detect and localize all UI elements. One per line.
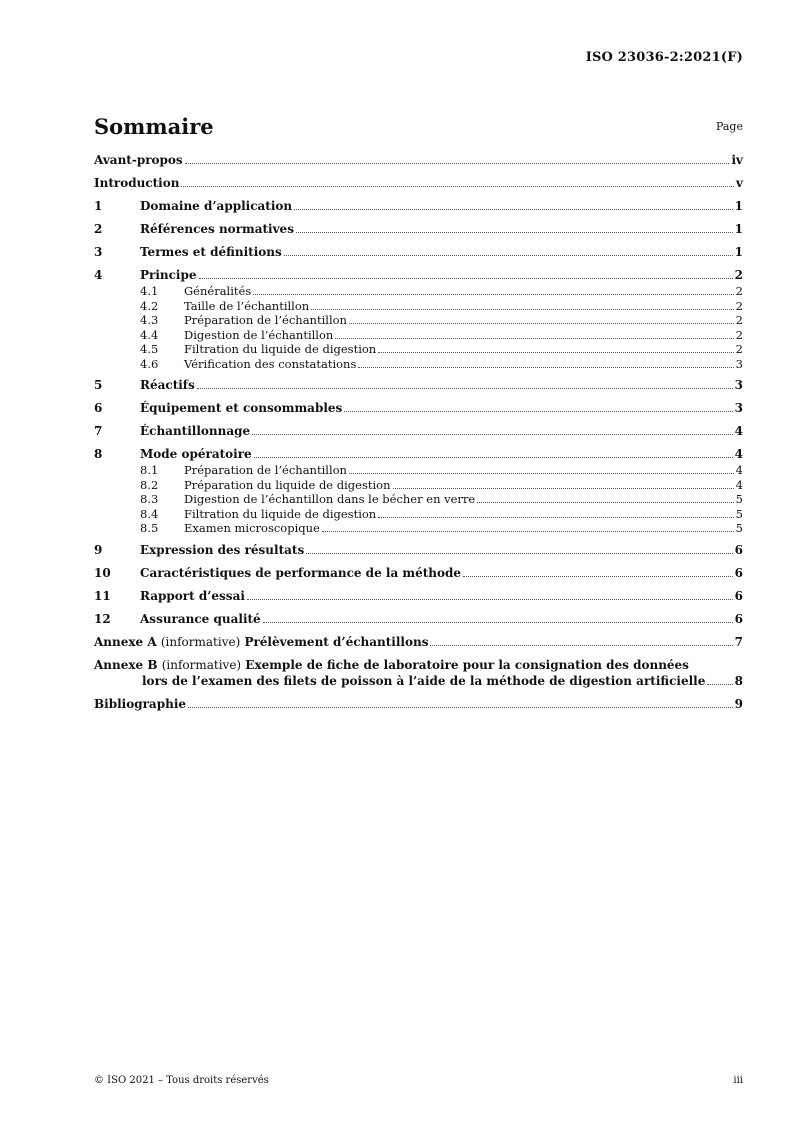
toc-entry-label: Généralités — [184, 284, 252, 298]
toc-entry-annex-b[interactable] — [94, 657, 743, 690]
toc-entry-label: Domaine d’application — [140, 199, 293, 213]
dot-leader — [253, 294, 733, 295]
toc-entry-label: Échantillonnage — [140, 424, 251, 438]
toc-entry-subsection[interactable] — [94, 328, 743, 343]
toc-entry-label: Avant-propos — [94, 153, 183, 167]
dot-leader — [188, 707, 733, 708]
dot-leader — [263, 622, 733, 623]
toc-entry-label: Digestion de l’échantillon dans le bécher en verre — [184, 492, 476, 506]
dot-leader — [311, 309, 733, 310]
toc-entry-subsection[interactable] — [94, 507, 743, 522]
toc-entry-subsection[interactable] — [94, 492, 743, 507]
toc-entry-number: 5 — [94, 378, 103, 392]
toc-entry-section[interactable] — [94, 446, 743, 463]
toc-entry-page: 5 — [735, 506, 743, 521]
toc-entry-page: 5 — [735, 521, 743, 535]
toc-entry-page: 8 — [734, 673, 743, 688]
toc-entry-page: 6 — [734, 588, 743, 603]
dot-leader — [707, 684, 732, 685]
toc-entry-label: Taille de l’échantillon — [184, 298, 310, 313]
toc-entry-label: Filtration du liquide de digestion — [184, 342, 377, 356]
toc-entry-number: 4.3 — [140, 313, 159, 327]
toc-entry-subsection[interactable] — [94, 357, 743, 372]
toc-entry-label: Filtration du liquide de digestion — [184, 506, 377, 521]
annex-type: (informative) — [160, 634, 241, 649]
toc-entry-label: Préparation du liquide de digestion — [184, 477, 391, 492]
dot-leader — [199, 278, 733, 279]
toc-entry-number: 11 — [94, 588, 111, 603]
toc-entry-number: 8.2 — [140, 477, 159, 492]
toc-entry-page: 6 — [734, 542, 743, 557]
toc-entry-subsection[interactable] — [94, 463, 743, 478]
toc-entry-subsection[interactable] — [94, 521, 743, 536]
dot-leader — [430, 645, 732, 646]
toc-entry-section[interactable] — [94, 198, 743, 215]
table-of-contents — [94, 152, 743, 713]
dot-leader — [185, 163, 730, 164]
dot-leader — [322, 531, 734, 532]
toc-entry-label: Termes et définitions — [140, 245, 282, 259]
toc-entry-label: Introduction — [94, 176, 180, 190]
toc-entry-number: 2 — [94, 222, 103, 236]
toc-entry-number: 8 — [94, 447, 103, 461]
annex-title: Exemple de fiche de laboratoire pour la consignation des données — [245, 657, 689, 672]
toc-entry-label: Réactifs — [140, 378, 195, 392]
dot-leader — [463, 576, 733, 577]
toc-entry-section[interactable] — [94, 588, 743, 605]
page-number: iii — [733, 1075, 743, 1086]
toc-entry-label: Expression des résultats — [140, 542, 305, 557]
toc-entry-page: 4 — [734, 424, 743, 438]
annex-title-continued: lors de l’examen des filets de poisson à l’aide de la méthode de digestion artificielle — [142, 673, 706, 688]
toc-entry-number: 9 — [94, 542, 103, 557]
toc-entry-label: Équipement et consommables — [140, 401, 343, 415]
toc-entry-introduction[interactable] — [94, 175, 743, 192]
toc-entry-label: Rapport d’essai — [140, 588, 245, 603]
toc-entry-label: Caractéristiques de performance de la méthode — [140, 565, 462, 580]
toc-entry-label: Préparation de l’échantillon — [184, 313, 347, 327]
toc-entry-page: 7 — [734, 634, 743, 649]
toc-entry-subsection[interactable] — [94, 284, 743, 299]
toc-entry-number: 4.1 — [140, 284, 159, 298]
toc-entry-page: 4 — [734, 447, 743, 461]
toc-entry-page: 4 — [735, 463, 743, 477]
toc-entry-number: 10 — [94, 565, 111, 580]
toc-entry-label: Digestion de l’échantillon — [184, 327, 334, 342]
toc-entry-label: Mode opératoire — [140, 447, 252, 461]
toc-entry-subsection[interactable] — [94, 313, 743, 328]
toc-entry-page: 3 — [734, 401, 743, 415]
toc-entry-section[interactable] — [94, 611, 743, 628]
dot-leader — [358, 367, 733, 368]
toc-entry-number: 7 — [94, 424, 103, 438]
toc-entry-subsection[interactable] — [94, 342, 743, 357]
toc-entry-number: 3 — [94, 245, 103, 259]
toc-entry-subsection[interactable] — [94, 478, 743, 493]
toc-entry-annex-a[interactable] — [94, 634, 743, 651]
toc-entry-foreword[interactable] — [94, 152, 743, 169]
toc-entry-number: 12 — [94, 611, 111, 626]
dot-leader — [306, 553, 732, 554]
toc-entry-number: 8.1 — [140, 463, 159, 477]
dot-leader — [335, 338, 733, 339]
toc-entry-label: Assurance qualité — [140, 611, 261, 626]
toc-entry-label: Principe — [140, 268, 197, 282]
dot-leader — [252, 434, 732, 435]
toc-entry-label: Préparation de l’échantillon — [184, 463, 347, 477]
toc-entry-page: 2 — [735, 313, 743, 327]
toc-entry-number: 4.5 — [140, 342, 159, 356]
toc-entry-subsection[interactable] — [94, 299, 743, 314]
toc-entry-page: iv — [731, 153, 743, 167]
dot-leader — [349, 323, 734, 324]
toc-entry-page: 2 — [735, 284, 743, 298]
toc-entry-page: 2 — [735, 342, 743, 356]
toc-entry-section[interactable] — [94, 244, 743, 261]
annex-title: Prélèvement d’échantillons — [244, 634, 429, 649]
toc-entry-section[interactable] — [94, 542, 743, 559]
toc-entry-label: Bibliographie — [94, 696, 187, 711]
toc-entry-number: 8.3 — [140, 492, 159, 506]
toc-entry-page: 6 — [734, 565, 743, 580]
dot-leader — [344, 411, 732, 412]
dot-leader — [477, 502, 733, 503]
toc-entry-number: 6 — [94, 401, 103, 415]
dot-leader — [254, 457, 733, 458]
toc-entry-section[interactable] — [94, 221, 743, 238]
annex-prefix: Annexe A — [94, 634, 157, 649]
toc-entry-section[interactable] — [94, 267, 743, 284]
toc-entry-page: 2 — [735, 327, 743, 342]
toc-entry-page: 1 — [734, 199, 743, 213]
document-id: ISO 23036-2:2021(F) — [585, 50, 743, 65]
dot-leader — [378, 352, 733, 353]
toc-entry-section[interactable] — [94, 377, 743, 394]
toc-entry-page: 3 — [734, 378, 743, 392]
toc-entry-page: v — [736, 176, 743, 190]
annex-type: (informative) — [161, 657, 242, 672]
toc-entry-number: 8.5 — [140, 521, 159, 535]
copyright-notice: © ISO 2021 – Tous droits réservés — [94, 1075, 269, 1086]
dot-leader — [393, 488, 734, 489]
toc-entry-page: 2 — [734, 268, 743, 282]
toc-entry-section[interactable] — [94, 400, 743, 417]
toc-entry-number: 1 — [94, 199, 103, 213]
toc-entry-page: 1 — [734, 245, 743, 259]
dot-leader — [349, 473, 734, 474]
annex-prefix: Annexe B — [94, 657, 158, 672]
toc-entry-number: 4.2 — [140, 298, 159, 313]
dot-leader — [294, 209, 733, 210]
toc-entry-page: 2 — [735, 298, 743, 313]
dot-leader — [284, 255, 733, 256]
toc-entry-page: 6 — [734, 611, 743, 626]
toc-entry-section[interactable] — [94, 423, 743, 440]
dot-leader — [197, 388, 733, 389]
toc-entry-page: 1 — [734, 222, 743, 236]
toc-entry-number: 4.6 — [140, 356, 159, 371]
dot-leader — [296, 232, 733, 233]
toc-entry-section[interactable] — [94, 565, 743, 582]
toc-entry-number: 4.4 — [140, 327, 159, 342]
toc-entry-page: 9 — [734, 696, 743, 711]
dot-leader — [181, 186, 734, 187]
toc-entry-page: 5 — [735, 492, 743, 506]
toc-entry-bibliography[interactable] — [94, 696, 743, 713]
dot-leader — [378, 517, 733, 518]
toc-entry-label: Références normatives — [140, 222, 294, 236]
toc-entry-page: 3 — [735, 356, 743, 371]
toc-sections — [94, 198, 743, 634]
toc-entry-number: 8.4 — [140, 506, 159, 521]
page-column-label: Page — [715, 120, 743, 133]
toc-entry-page: 4 — [735, 477, 743, 492]
dot-leader — [247, 599, 733, 600]
toc-entry-label: Vérification des constatations — [184, 356, 357, 371]
toc-entry-number: 4 — [94, 268, 103, 282]
page-title: Sommaire — [94, 114, 214, 139]
toc-entry-label: Examen microscopique — [184, 521, 320, 535]
